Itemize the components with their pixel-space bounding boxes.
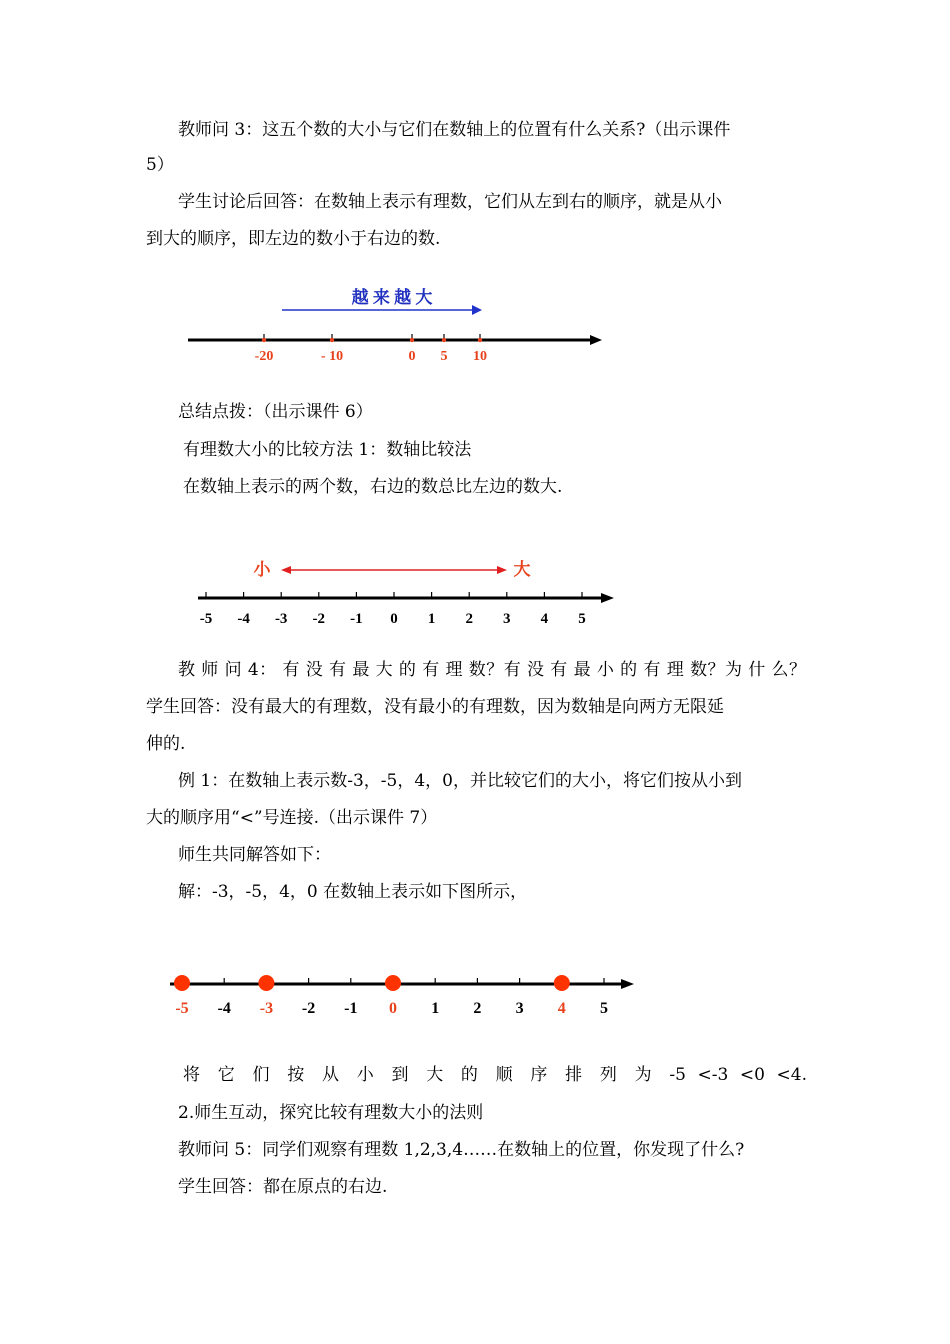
tick-label: -2 [301,1000,316,1017]
tick-dot [478,338,482,342]
point-dot [385,975,401,991]
paragraph-q3-cont: 5） [146,155,174,175]
paragraph-q4-answer: 学生回答：没有最大的有理数，没有最小的有理数，因为数轴是向两方无限延 [146,697,724,717]
tick-label: - 10 [320,349,344,364]
tick-label: -5 [175,1000,189,1017]
caption-text: 越 来 越 大 [351,288,433,307]
tick-label: 1 [431,1000,440,1017]
tick-label: 10 [473,349,487,364]
big-label: 大 [513,560,531,579]
tick-label: -1 [350,611,363,627]
paragraph-q3: 教师问 3：这五个数的大小与它们在数轴上的位置有什么关系?（出示课件 [178,120,731,140]
number-line-figure-1 [0,285,950,365]
tick-dot [330,338,334,342]
tick-label: 4 [540,611,549,627]
paragraph-q4: 教 师 问 4： 有 没 有 最 大 的 有 理 数？有 没 有 最 小 的 有 理 数？为 什 么？ [178,660,806,680]
tick-label: 0 [390,611,398,627]
double-arrow-right-head [497,566,507,574]
tick-label: 3 [515,1000,524,1017]
tick-label: 0 [389,1000,397,1017]
axis-arrowhead [621,979,634,989]
tick-label: -1 [344,1000,358,1017]
tick-label: 0 [408,349,416,364]
tick-label: -20 [254,349,274,364]
paragraph-rule: 在数轴上表示的两个数，右边的数总比左边的数大. [183,477,563,497]
axis-arrowhead [590,335,602,345]
paragraph-method: 有理数大小的比较方法 1：数轴比较法 [183,440,472,460]
tick-dot [262,338,266,342]
number-line-figure-3 [0,965,950,1035]
tick-label: -5 [199,611,213,627]
paragraph-order: 将 它 们 按 从 小 到 大 的 顺 序 排 列 为 -5 <-3 <0 <4. [183,1065,807,1085]
direction-arrowhead [472,305,482,315]
axis-arrowhead [601,593,614,603]
tick-label: -4 [217,1000,231,1017]
tick-label: 2 [465,611,473,627]
tick-dot [410,338,414,342]
tick-label: -3 [274,611,288,627]
tick-label: 2 [473,1000,482,1017]
tick-label: 4 [557,1000,566,1017]
paragraph-example1-cont: 大的顺序用“<”号连接.（出示课件 7） [146,808,438,828]
paragraph-answer: 学生讨论后回答：在数轴上表示有理数，它们从左到右的顺序，就是从小 [178,192,722,212]
number-line-figure-2 [0,555,950,635]
paragraph-joint: 师生共同解答如下： [178,845,331,865]
paragraph-answer-cont: 到大的顺序，即左边的数小于右边的数. [146,229,441,249]
point-dot [554,975,570,991]
paragraph-q4-answer-cont: 伸的. [146,734,186,754]
point-dot [174,975,190,991]
paragraph-section2: 2.师生互动，探究比较有理数大小的法则 [178,1103,484,1123]
tick-label: -3 [259,1000,274,1017]
tick-label: -4 [237,611,250,627]
tick-label: 5 [578,611,586,627]
paragraph-q5-answer: 学生回答：都在原点的右边. [178,1177,388,1197]
paragraph-q5: 教师问 5：同学们观察有理数 1,2,3,4……在数轴上的位置，你发现了什么? [178,1140,745,1160]
tick-label: 5 [600,1000,608,1017]
point-dot [258,975,274,991]
paragraph-solution: 解：-3，-5，4，0 在数轴上表示如下图所示， [178,882,528,902]
tick-label: 1 [427,611,436,627]
small-label: 小 [253,560,271,579]
tick-label: 3 [503,611,511,627]
tick-dot [442,338,446,342]
paragraph-example1: 例 1：在数轴上表示数-3，-5，4，0，并比较它们的大小，将它们按从小到 [178,771,742,791]
paragraph-summary: 总结点拨：（出示课件 6） [178,402,373,422]
tick-label: -2 [312,611,326,627]
tick-label: 5 [440,349,448,364]
double-arrow-left-head [281,566,291,574]
